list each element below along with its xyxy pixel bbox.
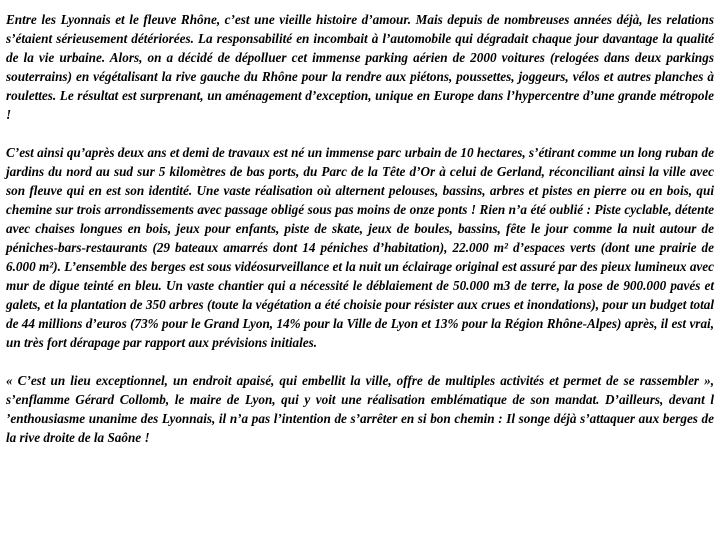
paragraph-intro: Entre les Lyonnais et le fleuve Rhône, c’est une vieille histoire d’amour. Mais depuis de nombreuses années déjà, les relations s’étaient sérieusement détériorées. La responsabilité en incombait à l’automobile qui dégradait chaque jour davantage la qualité de la vie urbaine. Alors, on a décidé de dépolluer cet immense parking aérien de 2000 voitures (relogées dans deux parkings souterrains) en végétalisant la rive gauche du Rhône pour la rendre aux piétons, poussettes, joggeurs, vélos et autres planches à roulettes. Le résultat est surprenant, un aménagement d’exception, unique en Europe dans l’hypercentre d’une grande métropole ! — [6, 12, 714, 122]
paragraph-park-details: C’est ainsi qu’après deux ans et demi de travaux est né un immense parc urbain de 10 hectares, s’étirant comme un long ruban de jardins du nord au sud sur 5 kilomètres de bas ports, du Parc de la Tête d’Or à celui de Gerland, réconciliant ainsi la ville avec son fleuve qui en est son identité. Une vaste réalisation où alternent pelouses, bassins, arbres et pistes en pierre ou en bois, qui chemine sur trois arrondissements avec passage obligé sous pas moins de onze ponts ! Rien n’a été oublié : Piste cyclable, détente avec chaises longues en bois, jeux pour enfants, piste de skate, jeux de boules, bassins, fête le jour comme la nuit autour de péniches-bars-restaurants (29 bateaux amarrés dont 14 péniches d’habitation), 22.000 m² d’espaces verts (dont une prairie de 6.000 m²). L’ensemble des berges est sous vidéosurveillance et la nuit un éclairage original est assuré par des pieux lumineux avec mur de digue teinté en bleu. Un vaste chantier qui a nécessité le déblaiement de 50.000 m3 de terre, la pose de 900.000 pavés et galets, et la plantation de 350 arbres (toute la végétation a été choisie pour résister aux crues et inondations), pour un budget total de 44 millions d’euros (73% pour le Grand Lyon, 14% pour la Ville de Lyon et 13% pour la Région Rhône-Alpes) après, il est vrai, un très fort dérapage par rapport aux prévisions initiales. — [6, 145, 714, 350]
paragraph-mayor-quote: « C’est un lieu exceptionnel, un endroit apaisé, qui embellit la ville, offre de multiples activités et permet de se rassembler », s’enflamme Gérard Collomb, le maire de Lyon, qui y voit une réalisation emblématique de son mandat. D’ailleurs, devant l ’enthousiasme unanime des Lyonnais, il n’a pas l’intention de s’arrêter en si bon chemin : Il songe déjà s’attaquer aux berges de la rive droite de la Saône ! — [6, 373, 714, 445]
